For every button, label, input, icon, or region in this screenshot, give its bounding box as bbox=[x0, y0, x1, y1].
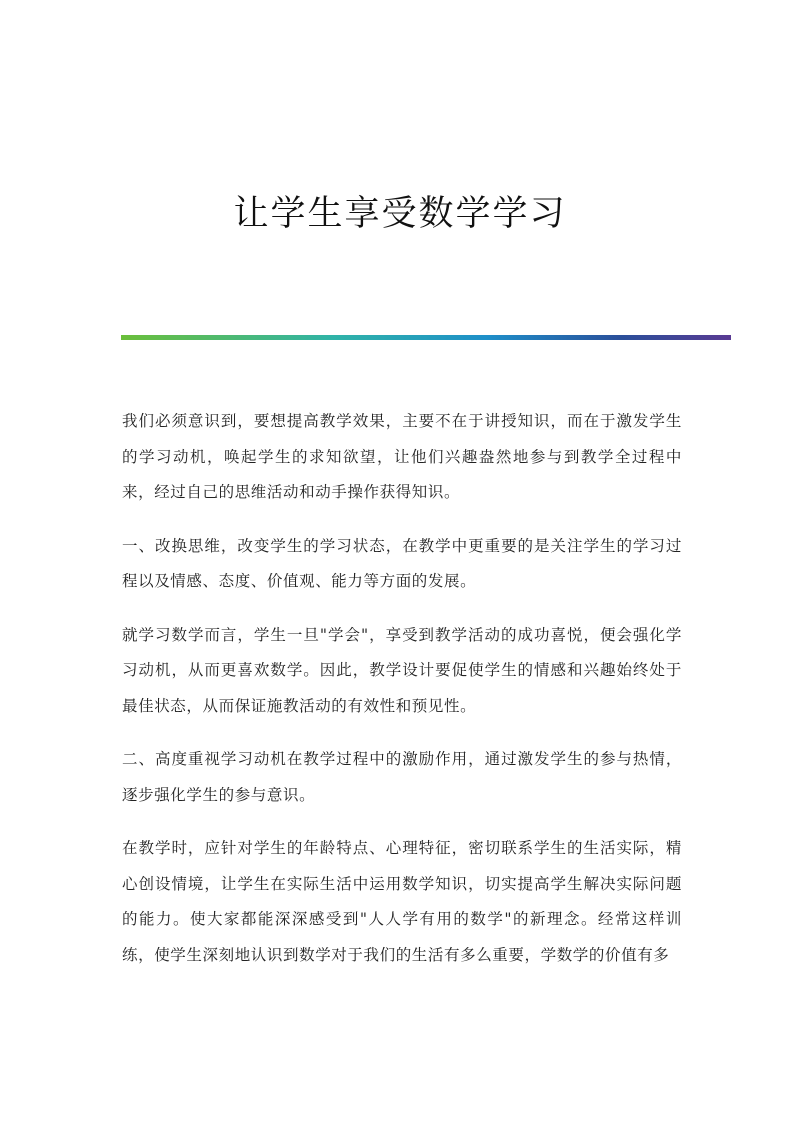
document-body bbox=[122, 404, 682, 991]
paragraph-section-1-body: 就学习数学而言，学生一旦"学会"，享受到教学活动的成功喜悦，便会强化学习动机，从而更喜欢数学。因此，教学设计要促使学生的情感和兴趣始终处于最佳状态，从而保证施教活动的有效性和预见性。 bbox=[122, 625, 682, 715]
title-divider bbox=[121, 335, 731, 340]
paragraph-section-2-heading: 二、高度重视学习动机在教学过程中的激励作用，通过激发学生的参与热情，逐步强化学生的参与意识。 bbox=[122, 750, 682, 804]
paragraph-intro: 我们必须意识到，要想提高教学效果，主要不在于讲授知识，而在于激发学生的学习动机，唤起学生的求知欲望，让他们兴趣盎然地参与到教学全过程中来，经过自己的思维活动和动手操作获得知识。 bbox=[122, 412, 682, 501]
paragraph-section-2-body: 在教学时，应针对学生的年龄特点、心理特征，密切联系学生的生活实际，精心创设情境，让学生在实际生活中运用数学知识，切实提高学生解决实际问题的能力。使大家都能深深感受到"人人学有用的数学"的新理念。经常这样训练，使学生深刻地认识到数学对于我们的生活有多么重要，学数学的价值有多 bbox=[122, 839, 682, 964]
paragraph-section-1-heading: 一、改换思维，改变学生的学习状态，在教学中更重要的是关注学生的学习过程以及情感、态度、价值观、能力等方面的发展。 bbox=[122, 536, 682, 590]
page-title: 让学生享受数学学习 bbox=[233, 194, 567, 234]
